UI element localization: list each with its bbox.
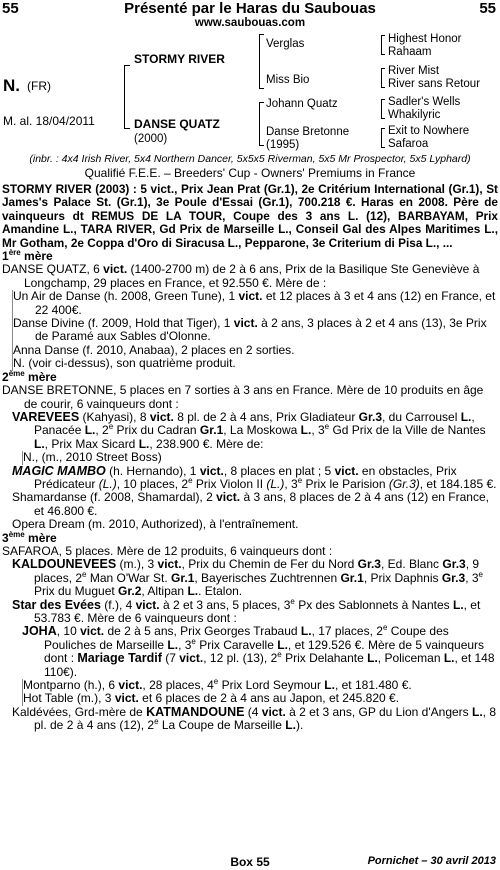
produce-item: Danse Divine (f. 2009, Hold that Tiger), 1 vict. à 2 ans, 3 places à 2 et 4 ans (13), 3e Prix de Paramé aux Sables d'Olonne.	[12, 317, 498, 344]
section-second-dam: 2ème mère	[2, 368, 57, 384]
website-link[interactable]: www.saubouas.com	[194, 17, 306, 29]
lot-number-right: 55	[479, 0, 496, 17]
section-first-dam: 1ère mère	[2, 248, 53, 264]
produce-item: N., (m., 2010 Street Boss)	[22, 451, 498, 464]
sire-dam: Miss Bio	[266, 74, 310, 86]
dam-record: DANSE QUATZ, 6 vict. (1400-2700 m) de 2 à 6 ans, Prix de la Basilique Ste Geneviève à Longchamp, 29 places en France, et 92.550 €. Mère de :	[2, 262, 480, 290]
gen3-ds: River Mist	[388, 65, 440, 77]
sale-place-date: Pornichet – 30 avril 2013	[367, 855, 496, 867]
produce-item: KALDOUNEVEES (m.), 3 vict., Prix du Chemin de Fer du Nord Gr.3, Ed. Blanc Gr.3, 9 places, 2e Man O'War St. Gr.1, Bayerisches Zuchtrennen Gr.1, Prix Daphnis Gr.3, 3e Prix du Muguet Gr.2, Altipan L.. Etalon.	[12, 557, 483, 599]
gen3-dam-sd: Whakilyric	[388, 109, 441, 121]
dam-sire: Johann Quatz	[266, 98, 338, 110]
gen3-dam-ds: Exit to Nowhere	[388, 125, 470, 137]
inbreeding-line: (inbr. : 4x4 Irish River, 5x4 Northern Dancer, 5x5x5 Riverman, 5x5 Mr Prospector, 5x5 Lyphard)	[29, 153, 471, 165]
produce-item: Star des Evées (f.), 4 vict. à 2 et 3 ans, 5 places, 3e Px des Sablonnets à Nantes L., et 53.783 €. Mère de 6 vainqueurs dont :	[12, 596, 481, 625]
qualification-line: Qualifié F.E.E. – Breeders' Cup - Owners' Premiums in France	[84, 166, 416, 180]
page-footer	[0, 855, 500, 870]
pedigree-notes	[2, 183, 498, 733]
produce-item: VAREVEES (Kahyasi), 8 vict. 8 pl. de 2 à 4 ans, Prix Gladiateur Gr.3, du Carrousel L., Panacée L., 2e Prix du Cadran Gr.1, La Moskowa L., 3e Gd Prix de la Ville de Nantes L., Prix Max Sicard L., 238.900 €. Mère de:	[12, 409, 486, 451]
sire-sire: Verglas	[266, 38, 305, 50]
horse-details: M. al. 18/04/2011	[3, 114, 95, 128]
produce-item: Kaldévées, Grd-mère de KATMANDOUNE (4 vict. à 2 et 3 ans, GP du Lion d'Angers L., 8 pl. de 2 à 4 ans (12), 2e La Coupe de Marseille L.).	[12, 704, 497, 733]
produce-item: Shamardanse (f. 2008, Shamardal), 2 vict. à 3 ans, 8 places de 2 à 4 ans (12) en France, et 46.800 €.	[12, 490, 489, 518]
page-title: Présenté par le Haras du Saubouas	[124, 0, 376, 17]
gen3-dam-dd: Safaroa	[388, 138, 429, 150]
produce-item: Montparno (h.), 6 vict., 28 places, 4e Prix Lord Seymour L., et 181.480 €.	[22, 679, 498, 692]
gen3-dd: River sans Retour	[388, 78, 481, 90]
horse-name: N.	[3, 76, 20, 95]
produce-item: Opera Dream (m. 2010, Authorized), à l'entraînement.	[12, 517, 299, 532]
dam-dam: Danse Bretonne	[266, 126, 350, 138]
second-dam-record: DANSE BRETONNE, 5 places en 7 sorties à 3 ans en France. Mère de 10 produits en âge de courir, 6 vainqueurs dont :	[2, 383, 484, 411]
box-number: Box 55	[230, 855, 270, 869]
produce-item: N. (voir ci-dessus), son quatrième produit.	[12, 357, 498, 370]
gen3-dam-ss: Sadler's Wells	[388, 96, 461, 108]
produce-item: Un Air de Danse (h. 2008, Green Tune), 1 vict. et 12 places à 3 et 4 ans (12) en France, et 22 400€.	[12, 290, 498, 317]
sire-summary: STORMY RIVER (2003) : 5 vict., Prix Jean Prat (Gr.1), 2e Critérium International (Gr.1), St James's Palace St. (Gr.1), 3e Poule d'Essai (Gr.1), 700.218 €. Haras en 2008. Père de vainqueurs dt REMUS DE LA TOUR, Coupe des 3 ans L. (12), BARBAYAM, Prix Amandine L., TARA RIVER, Gd Prix de Marseille L., Conseil Gal des Alpes Maritimes L., Mr Gotham, 2e Coppa d'Oro di Siracusa L., Pepparone, 3e Criterium di Pisa L., ...	[2, 182, 498, 250]
dam-dam-year: (1995)	[266, 139, 300, 151]
lot-number-left: 55	[2, 0, 19, 17]
sire-name: STORMY RIVER	[134, 52, 225, 66]
section-third-dam: 3ème mère	[2, 529, 57, 545]
third-dam-record: SAFAROA, 5 places. Mère de 12 produits, 6 vainqueurs dont :	[2, 543, 333, 558]
produce-item: Hot Table (m.), 3 vict. et 6 places de 2 à 4 ans au Japon, et 245.820 €.	[22, 692, 498, 705]
produce-item: MAGIC MAMBO (h. Hernando), 1 vict., 8 places en plat ; 5 vict. en obstacles, Prix Prédicateur (L.), 10 places, 2e Prix Violon II (L.), 3e Prix le Parision (Gr.3), et 184.185 €.	[12, 463, 497, 491]
dam-year: (2000)	[134, 133, 168, 145]
gen3-sd: Rahaam	[388, 46, 432, 58]
horse-country: (FR)	[27, 79, 51, 93]
produce-item: Anna Danse (f. 2010, Anabaa), 2 places en 2 sorties.	[12, 344, 498, 357]
dam-name: DANSE QUATZ	[134, 117, 220, 131]
produce-item: JOHA, 10 vict. de 2 à 5 ans, Prix Georges Trabaud L., 17 places, 2e Coupe des Pouliches de Marseille L., 3e Prix Caravelle L., et 129.526 €. Mère de 5 vainqueurs dont : Mariage Tardif (7 vict., 12 pl. (13), 2e Prix Delahante L., Policeman L., et 148 110€).	[22, 623, 495, 679]
gen3-ss: Highest Honor	[388, 33, 462, 45]
page-header	[0, 0, 500, 18]
